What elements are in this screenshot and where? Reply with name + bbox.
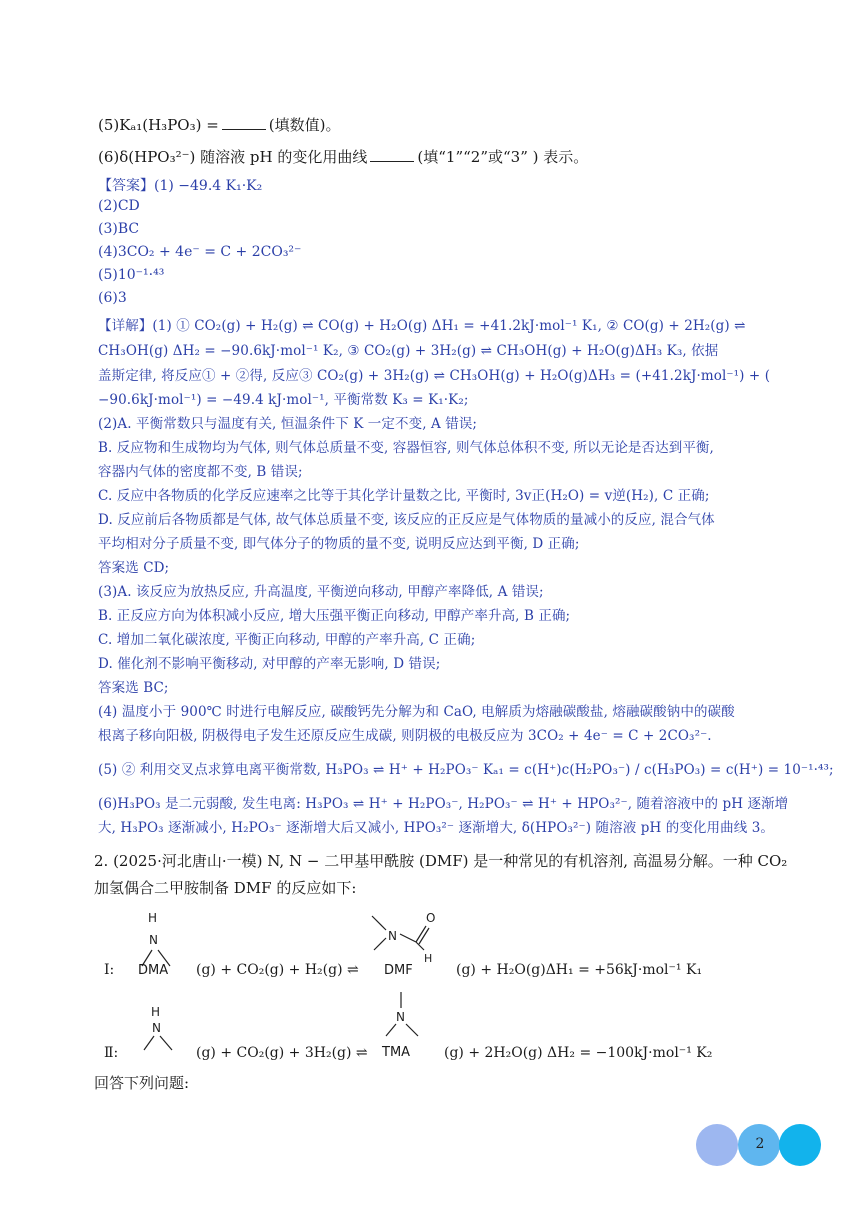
explanation-line: 容器内气体的密度都不变, B 错误; [98,464,303,480]
question-2-line: 2. (2025·河北唐山·一模) N, N − 二甲基甲酰胺 (DMF) 是一种常见的有机溶剂, 高温易分解。一种 CO₂ [94,852,788,870]
answer-line-1: 【答案】(1) −49.4 K₁·K₂ [98,178,263,194]
tma-label: TMA [382,1045,411,1060]
explanation-line: (4) 温度小于 900℃ 时进行电解反应, 碳酸钙先分解为和 CaO, 电解质为熔融碳酸盐, 熔融碳酸钠中的碳酸 [98,704,735,720]
tma-structure-icon [378,990,438,1040]
explanation-line: (2)A. 平衡常数只与温度有关, 恒温条件下 K 一定不变, A 错误; [98,416,478,432]
explanation-line: 【详解】(1) ① CO₂(g) + H₂(g) ⇌ CO(g) + H₂O(g) ΔH₁ = +41.2kJ·mol⁻¹ K₁, ② CO(g) + 2H₂(g) ⇌ [98,318,746,334]
dma-label: DMA [138,963,169,978]
answer-line-2: (2)CD [98,198,140,214]
explanation-line: C. 增加二氧化碳浓度, 平衡正向移动, 甲醇的产率升高, C 正确; [98,632,476,648]
dmf-structure-icon [368,904,448,964]
answer-blank [370,149,414,162]
dma-structure-icon [128,908,188,968]
dmf-label: DMF [384,963,413,978]
reaction-1-products: (g) + H₂O(g)ΔH₁ = +56kJ·mol⁻¹ K₁ [456,962,703,978]
question-2-line: 加氢偶合二甲胺制备 DMF 的反应如下: [94,879,357,897]
question-5-text: (5)Kₐ₁(H₃PO₃) = [98,116,219,134]
amine-nitrogen-label: N [152,1021,161,1035]
amine-hydrogen-label: H [151,1005,161,1019]
explanation-line: B. 正反应方向为体积减小反应, 增大压强平衡正向移动, 甲醇产率升高, B 正确; [98,608,571,624]
explanation-line: CH₃OH(g) ΔH₂ = −90.6kJ·mol⁻¹ K₂, ③ CO₂(g) + 3H₂(g) ⇌ CH₃OH(g) + H₂O(g)ΔH₃ K₃, 依据 [98,343,719,359]
answer-line-4: (4)3CO₂ + 4e⁻ = C + 2CO₃²⁻ [98,244,302,260]
explanation-line: B. 反应物和生成物均为气体, 则气体总质量不变, 容器恒容, 则气体总体积不变, 所以无论是否达到平衡, [98,440,714,456]
explanation-line: −90.6kJ·mol⁻¹) = −49.4 kJ·mol⁻¹, 平衡常数 K₃ = K₁·K₂; [98,392,469,408]
reaction-2-reactants: (g) + CO₂(g) + 3H₂(g) ⇌ [196,1045,368,1061]
explanation-line: 答案选 CD; [98,560,170,576]
explanation-line: (3)A. 该反应为放热反应, 升高温度, 平衡逆向移动, 甲醇产率降低, A 错误; [98,584,544,600]
question-6 [98,146,588,167]
answer-blank [222,117,266,130]
answer-line-3: (3)BC [98,221,140,237]
tma-nitrogen-label: N [396,1010,405,1024]
explanation-line: (5) ② 利用交叉点求算电离平衡常数, H₃PO₃ ⇌ H⁺ + H₂PO₃⁻ Kₐ₁ = c(H⁺)c(H₂PO₃⁻) / c(H₃PO₃) = c(H⁺) = 10⁻¹·⁴³; [98,762,834,778]
question-6-text: (6)δ(HPO₃²⁻) 随溶液 pH 的变化用曲线 [98,148,368,166]
explanation-line: C. 反应中各物质的化学反应速率之比等于其化学计量数之比, 平衡时, 3v正(H₂O) = v逆(H₂), C 正确; [98,488,710,504]
reaction-2-products: (g) + 2H₂O(g) ΔH₂ = −100kJ·mol⁻¹ K₂ [444,1045,713,1061]
explanation-line: 答案选 BC; [98,680,169,696]
page-decoration-circle [779,1124,821,1166]
explanation-line: 平均相对分子质量不变, 即气体分子的物质的量不变, 说明反应达到平衡, D 正确; [98,536,580,552]
answer-line-6: (6)3 [98,290,127,306]
explanation-line: 大, H₃PO₃ 逐渐减小, H₂PO₃⁻ 逐渐增大后又减小, HPO₃²⁻ 逐渐增大, δ(HPO₃²⁻) 随溶液 pH 的变化用曲线 3。 [98,820,775,836]
dmf-hydrogen-label: H [424,952,433,964]
dma-nitrogen-label: N [149,933,158,947]
dma-hydrogen-label: H [148,911,158,925]
reaction-1-reactants: (g) + CO₂(g) + H₂(g) ⇌ [196,962,359,978]
explanation-line: 根离子移向阳极, 阴极得电子发生还原反应生成碳, 则阴极的电极反应为 3CO₂ + 4e⁻ = C + 2CO₃²⁻. [98,728,712,744]
reaction-1-label: Ⅰ: [104,962,115,978]
explanation-line: (6)H₃PO₃ 是二元弱酸, 发生电离: H₃PO₃ ⇌ H⁺ + H₂PO₃⁻, H₂PO₃⁻ ⇌ H⁺ + HPO₃²⁻, 随着溶液中的 pH 逐渐增 [98,796,789,812]
dimethylamine-structure-icon [134,1002,194,1052]
question-prompt: 回答下列问题: [94,1074,190,1092]
question-6-tail: (填“1”“2”或“3” ) 表示。 [417,148,589,166]
page-number: 2 [755,1136,765,1152]
reaction-2-label: Ⅱ: [104,1045,119,1061]
dmf-oxygen-label: O [426,911,436,925]
explanation-line: D. 催化剂不影响平衡移动, 对甲醇的产率无影响, D 错误; [98,656,441,672]
dmf-nitrogen-label: N [388,929,397,943]
page-decoration-circle [696,1124,738,1166]
question-5 [98,114,341,135]
explanation-line: D. 反应前后各物质都是气体, 故气体总质量不变, 该反应的正反应是气体物质的量减小的反应, 混合气体 [98,512,715,528]
answer-line-5: (5)10⁻¹·⁴³ [98,267,165,283]
question-5-tail: (填数值)。 [268,116,341,134]
explanation-line: 盖斯定律, 将反应① + ②得, 反应③ CO₂(g) + 3H₂(g) ⇌ CH₃OH(g) + H₂O(g)ΔH₃ = (+41.2kJ·mol⁻¹) + ( [98,368,771,384]
